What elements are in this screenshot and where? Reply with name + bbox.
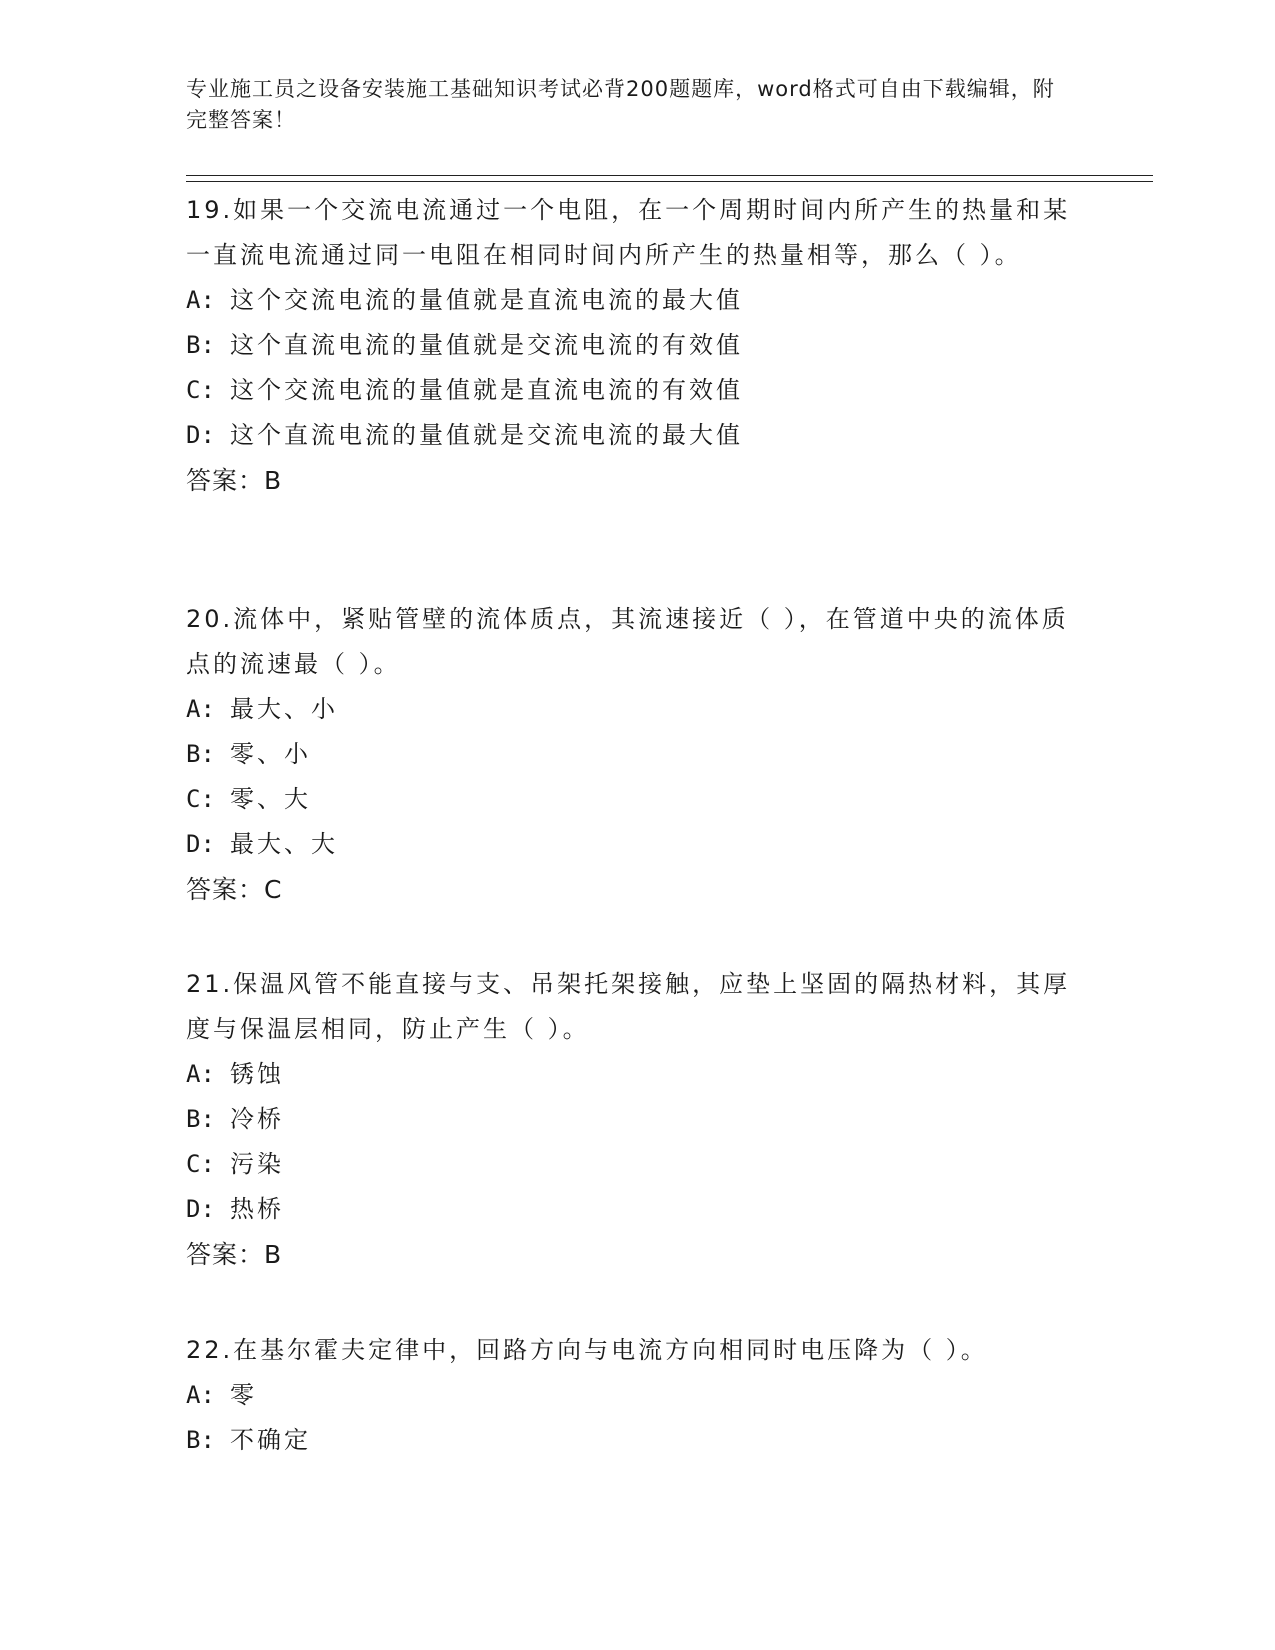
option-a xyxy=(186,1373,1086,1418)
option-key: A: xyxy=(186,286,215,314)
option-b xyxy=(186,1418,1086,1463)
header-rule-bottom xyxy=(186,181,1153,182)
answer-line: 答案：B xyxy=(186,1240,283,1269)
option-key: B: xyxy=(186,740,215,768)
question-21 xyxy=(186,962,1086,1277)
answer-line: 答案：C xyxy=(186,875,283,904)
header-rule-top xyxy=(186,175,1153,176)
option-b xyxy=(186,732,1086,777)
option-key: A: xyxy=(186,1060,215,1088)
question-stem: 22.在基尔霍夫定律中，回路方向与电流方向相同时电压降为（ ）。 xyxy=(186,1336,988,1364)
option-text: 冷桥 xyxy=(230,1105,284,1133)
answer-line: 答案：B xyxy=(186,466,283,495)
option-text: 这个直流电流的量值就是交流电流的最大值 xyxy=(230,421,743,449)
option-key: D: xyxy=(186,830,215,858)
option-text: 这个交流电流的量值就是直流电流的最大值 xyxy=(230,286,743,314)
option-b xyxy=(186,1097,1086,1142)
option-text: 这个直流电流的量值就是交流电流的有效值 xyxy=(230,331,743,359)
option-key: D: xyxy=(186,1195,215,1223)
option-text: 最大、小 xyxy=(230,695,338,723)
option-d xyxy=(186,1187,1086,1232)
option-key: B: xyxy=(186,1426,215,1454)
option-d xyxy=(186,413,1086,458)
option-key: B: xyxy=(186,1105,215,1133)
option-a xyxy=(186,278,1086,323)
option-key: C: xyxy=(186,376,215,404)
option-text: 零、大 xyxy=(230,785,311,813)
document-header: 专业施工员之设备安装施工基础知识考试必背200题题库，word格式可自由下载编辑，附完整答案！ xyxy=(186,77,1055,132)
option-key: B: xyxy=(186,331,215,359)
option-key: C: xyxy=(186,785,215,813)
option-a xyxy=(186,1052,1086,1097)
option-key: C: xyxy=(186,1150,215,1178)
option-text: 这个交流电流的量值就是直流电流的有效值 xyxy=(230,376,743,404)
option-text: 最大、大 xyxy=(230,830,338,858)
question-22 xyxy=(186,1328,1086,1463)
question-19 xyxy=(186,188,1086,503)
option-c xyxy=(186,368,1086,413)
option-b xyxy=(186,323,1086,368)
option-text: 零、小 xyxy=(230,740,311,768)
question-stem: 19.如果一个交流电流通过一个电阻，在一个周期时间内所产生的热量和某一直流电流通过同一电阻在相同时间内所产生的热量相等，那么（ ）。 xyxy=(186,196,1071,269)
option-a xyxy=(186,687,1086,732)
option-text: 不确定 xyxy=(230,1426,311,1454)
option-text: 污染 xyxy=(230,1150,284,1178)
option-c xyxy=(186,777,1086,822)
question-20 xyxy=(186,597,1086,912)
option-key: A: xyxy=(186,1381,215,1409)
option-text: 锈蚀 xyxy=(230,1060,284,1088)
option-text: 热桥 xyxy=(230,1195,284,1223)
option-key: D: xyxy=(186,421,215,449)
question-stem: 20.流体中，紧贴管壁的流体质点，其流速接近（ ），在管道中央的流体质点的流速最（ ）。 xyxy=(186,605,1069,678)
option-text: 零 xyxy=(230,1381,257,1409)
question-stem: 21.保温风管不能直接与支、吊架托架接触，应垫上坚固的隔热材料，其厚度与保温层相同，防止产生（ ）。 xyxy=(186,970,1071,1043)
option-d xyxy=(186,822,1086,867)
option-key: A: xyxy=(186,695,215,723)
option-c xyxy=(186,1142,1086,1187)
